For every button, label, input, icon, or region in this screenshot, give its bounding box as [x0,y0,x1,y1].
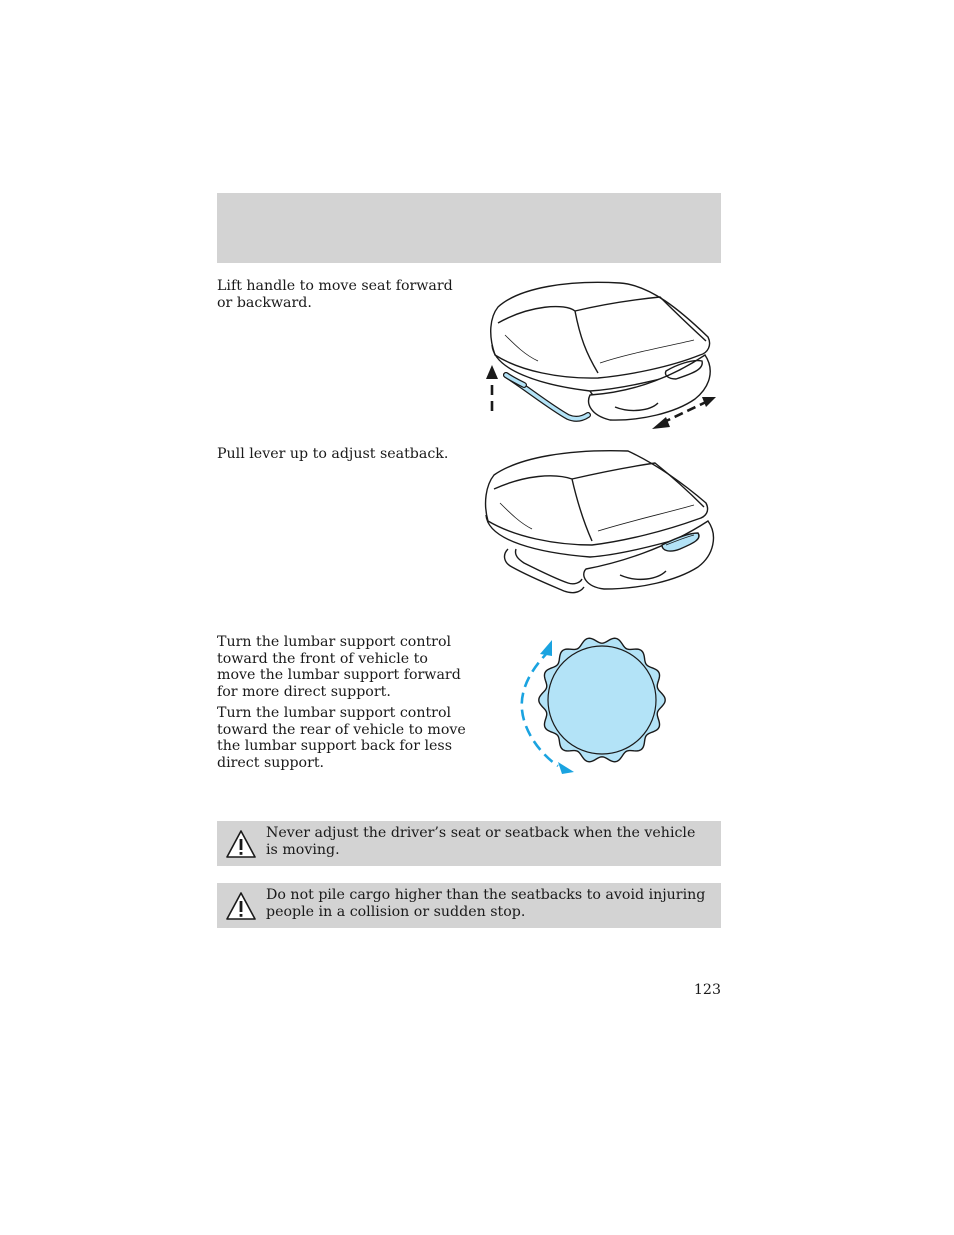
warning-box-cargo [217,883,721,928]
warning-triangle-icon [225,891,257,921]
lumbar-front-instruction: Turn the lumbar support control toward the front of vehicle to move the lumbar support forward for more direct support. [217,634,461,700]
warning-text: Do not pile cargo higher than the seatbacks to avoid injuring people in a collision or sudden stop. [266,887,706,920]
lumbar-rear-instruction: Turn the lumbar support control toward the rear of vehicle to move the lumbar support back for less direct support. [217,705,466,771]
lumbar-knob-illustration [510,630,670,780]
seatback-lever-illustration [480,445,725,600]
page-number: 123 [693,982,721,998]
seatback-instruction: Pull lever up to adjust seatback. [217,446,449,462]
seat-slide-illustration [480,275,725,435]
warning-triangle-icon [225,829,257,859]
warning-text: Never adjust the driver’s seat or seatback when the vehicle is moving. [266,825,696,858]
seat-slide-instruction: Lift handle to move seat forward or backward. [217,278,453,311]
warning-box-seat-adjust [217,821,721,866]
section-header-band [217,193,721,263]
